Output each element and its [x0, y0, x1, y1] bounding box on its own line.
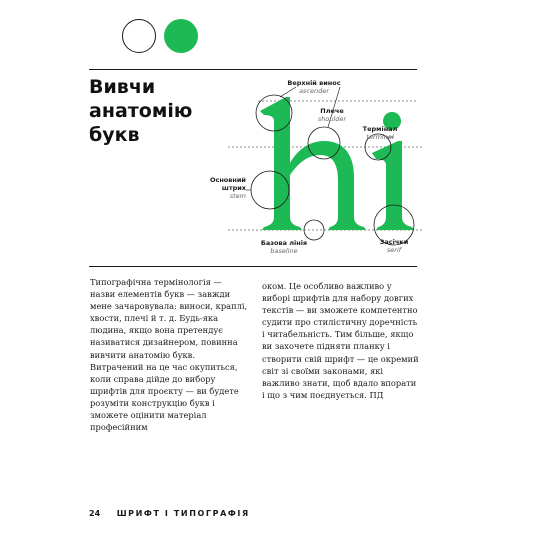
letter-i-glyph — [372, 141, 414, 230]
section-heading — [89, 75, 209, 147]
letter-anatomy-diagram — [209, 75, 428, 260]
body-paragraph-right: оком. Це особливо важливо у виборі шрифтів для набору довгих текстів — ви зможете компетентно судити про стилістичну доречність і читабельність. Тим більше, якщо ви захочете підняти планку і створити свій шрифт — це окремий світ зі своїми законами, які важливо знати, щоб вдало впорати і що з чим поєднується. ПД — [262, 281, 419, 400]
outline-circle-icon — [122, 19, 156, 53]
top-rule — [89, 69, 417, 70]
body-paragraph-left: Типографічна термінологія — назви елементів букв — завжди мене зачаровувала: виноси, краплі, хвости, плечі й т. д. Будь-яка людина, якщо вона претендує називатися дизайнером, повинна вивчити анатомію букв. Витрачений на це час окупиться, коли справа дійде до вибору шрифтів для проєкту — ви будете розуміти конструкцію букв і зможете оцінити матеріал професійним — [90, 277, 248, 433]
label-baseline: Базова лінія baseline — [260, 239, 308, 255]
page-number: 24 — [89, 509, 101, 518]
label-stem: Основний штрих stem — [209, 176, 246, 200]
page-footer — [89, 509, 250, 518]
body-text-right-column — [262, 280, 420, 401]
heading-line-1: Вивчи — [89, 76, 156, 98]
label-serif: Засічки serif — [379, 238, 409, 254]
body-text-left-column — [90, 276, 248, 433]
anatomy-figure — [228, 75, 428, 260]
label-terminal: Термінал terminal — [362, 125, 398, 141]
heading-line-3: букв — [89, 124, 140, 146]
green-circle-icon — [164, 19, 198, 53]
label-ascender: Верхній винос ascender — [287, 79, 341, 95]
label-shoulder: Плече shoulder — [317, 107, 347, 123]
running-title: ШРИФТ І ТИПОГРАФІЯ — [116, 509, 250, 518]
middle-rule — [89, 266, 417, 267]
heading-line-2: анатомію — [89, 100, 193, 122]
